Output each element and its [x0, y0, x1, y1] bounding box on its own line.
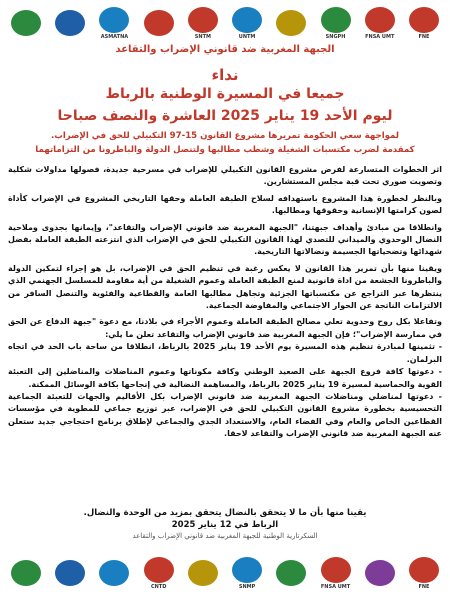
union-logo-b1-icon	[6, 560, 46, 586]
union-emblem-icon	[188, 7, 218, 33]
logo-caption: FNE	[418, 33, 430, 40]
logo-caption: FNSA UMT	[365, 33, 395, 40]
union-emblem-icon	[276, 560, 306, 586]
union-logo-5-icon	[183, 7, 223, 40]
front-name: الجبهة المغربية ضد قانوني الإضراب والتقاعد	[115, 44, 335, 55]
union-emblem-icon	[99, 560, 129, 586]
union-logo-9-icon	[360, 7, 400, 40]
paragraph: وتفاعلا بكل روح وحدوية تعلي مصالح الطبقة العاملة وعموم الأجراء في بلادنا، مع دعوة "جبهة الدفاع عن الحق في ممارسة الإضراب"؛ فإن الجبهة المغربية ضد قانوني الإضراب والتقاعد تعلن ما يلي:	[8, 317, 442, 339]
union-emblem-icon	[99, 7, 129, 33]
bottom-logo-strip	[0, 548, 450, 598]
paragraph: اثر الخطوات المتسارعة لفرض مشروع القانون التكبيلي للإضراب في مسرحية جديدة، فصولها مداولات شكلية وتصويت صوري تحت قبة مجلس المستشارين.	[8, 165, 442, 187]
paragraph: - تثمينها لمبادرة تنظيم هذه المسيرة يوم الأحد 19 يناير 2025 بالرباط، انطلاقا من ساحة باب الحد في اتجاه البرلمان.	[8, 342, 443, 364]
union-emblem-icon	[409, 7, 439, 33]
union-emblem-icon	[11, 560, 41, 586]
call-title: نداء	[211, 66, 239, 84]
union-emblem-icon	[365, 7, 395, 33]
union-logo-b3-icon	[94, 560, 134, 586]
closing-line: يقينا منها بأن ما لا يتحقق بالنضال يتحقق بمزيد من الوحدة والنضال.	[83, 508, 367, 518]
union-emblem-icon	[321, 557, 351, 583]
union-emblem-icon	[144, 557, 174, 583]
union-logo-1-icon	[6, 10, 46, 36]
statement-body	[8, 164, 442, 441]
paragraph: - دعوتها لمناضلي ومناضلات الجبهة المغربية ضد قانوني الإضراب بكل الأقاليم والجهات للتعبئة الجماعية التحسيسية بخطورة مشروع القانون التكبيلي للحق في الإضراب، عبر توزيع جماعي للمطوية في مؤسسات القطاعين الخاص والعام وفي الفضاء العام، والاستعداد الجدي والجماعي لإطلاق برنامج احتجاجي جديد ستعلن عنه الجبهة المغربية ضد قانوني الإضراب والتقاعد لاحقا.	[8, 391, 442, 439]
union-emblem-icon	[276, 10, 306, 36]
union-logo-b8-icon	[316, 557, 356, 590]
union-logo-6-icon	[227, 7, 267, 40]
logo-caption: CNTD	[150, 583, 167, 590]
union-logo-10-icon	[404, 7, 444, 40]
union-emblem-icon	[144, 10, 174, 36]
union-logo-b4-icon	[139, 557, 179, 590]
logo-caption: SNTM	[194, 33, 211, 40]
union-emblem-icon	[11, 10, 41, 36]
logo-caption: SNGPH	[325, 33, 346, 40]
union-logo-b2-icon	[50, 560, 90, 586]
paragraph: ويقينا منها بأن تمرير هذا القانون لا يعكس رغبة في تنظيم الحق في الإضراب، بل هو إجراء لتمكين الدولة والباطرونا الجشعة من اداة قانونية لمنع الطبقة العاملة وعموم الشغيلة من أية مقاومة للمسلسل الجهنمي الذي ينتظرها عبر التراجع عن مكتسباتها الجزئية وتجاهل مطالبها العامة والقطاعية والفئوية والتنصل السافر من الالتزامات الناتجة عن الحوار الاجتماعي والمفاوضة الجماعية.	[8, 263, 442, 311]
union-logo-4-icon	[139, 10, 179, 36]
union-logo-b9-icon	[360, 560, 400, 586]
subheading-line-2: كمقدمة لضرب مكتسبات الشغيلة وشطب مطالبها ولتنصل الدولة والباطرونا من التزاماتهما	[35, 145, 415, 155]
union-logo-b6-icon	[227, 557, 267, 590]
union-logo-8-icon	[316, 7, 356, 40]
place-date: الرباط في 12 يناير 2025	[171, 520, 279, 530]
union-emblem-icon	[55, 10, 85, 36]
union-emblem-icon	[232, 557, 262, 583]
union-emblem-icon	[55, 560, 85, 586]
union-emblem-icon	[365, 560, 395, 586]
union-logo-2-icon	[50, 10, 90, 36]
union-emblem-icon	[188, 560, 218, 586]
logo-caption: FNE	[418, 583, 430, 590]
top-logo-strip	[0, 2, 450, 44]
paragraph: وانطلاقا من مبادئ وأهداف جبهتنا، "الجبهة المغربية ضد قانوني الإضراب والتقاعد"، وإيمانها بجدوى وملاحية النضال الوحدوي والميداني للتصدي لهذا القانون التكبيلي للحق في الإضراب الذي انتزعته الطبقة العاملة بفضل شهدائها وتضحياتها الجسيمة ونضالاتها التاريخية.	[8, 222, 442, 257]
logo-caption: SNMP	[238, 583, 256, 590]
secretariat-signature: السكرتارية الوطنية للجبهة المغربية ضد قانوني الإضراب والتقاعد	[132, 532, 318, 540]
union-logo-b5-icon	[183, 560, 223, 586]
headline-line-2: ليوم الأحد 19 يناير 2025 العاشرة والنصف صباحا	[57, 108, 393, 124]
union-logo-b10-icon	[404, 557, 444, 590]
headline-line-1: جميعا في المسيرة الوطنية بالرباط	[105, 86, 345, 102]
union-logo-3-icon	[94, 7, 134, 40]
union-logo-7-icon	[271, 10, 311, 36]
subheading-line-1: لمواجهة سعي الحكومة تمريرها مشروع القانون 15-97 التكبيلي للحق في الإضراب.	[50, 131, 400, 141]
union-logo-b7-icon	[271, 560, 311, 586]
logo-caption: UNTM	[238, 33, 256, 40]
union-emblem-icon	[409, 557, 439, 583]
logo-caption: ASMATNA	[100, 33, 129, 40]
paragraph: وبالنظر لخطورة هذا المشروع باستهدافه لسلاح الطبقة العاملة وحقها التاريخي المشروع في الإضراب كأداة لصون كرامتها الإنسانية وحقوقها ومطالبها.	[8, 193, 442, 216]
union-emblem-icon	[321, 7, 351, 33]
logo-caption: FNSA UMT	[320, 583, 351, 590]
union-emblem-icon	[232, 7, 262, 33]
paragraph: - دعوتها كافة فروع الجبهة على الصعيد الوطني وكافة مكوناتها وعموم المناضلات والمناضلين إلى التعبئة القوية والحماسية لمسيرة 19 يناير 2025 بالرباط، والمساهمة النضالية في إنجاحها بكافة الوسائل الممكنة.	[8, 367, 442, 389]
